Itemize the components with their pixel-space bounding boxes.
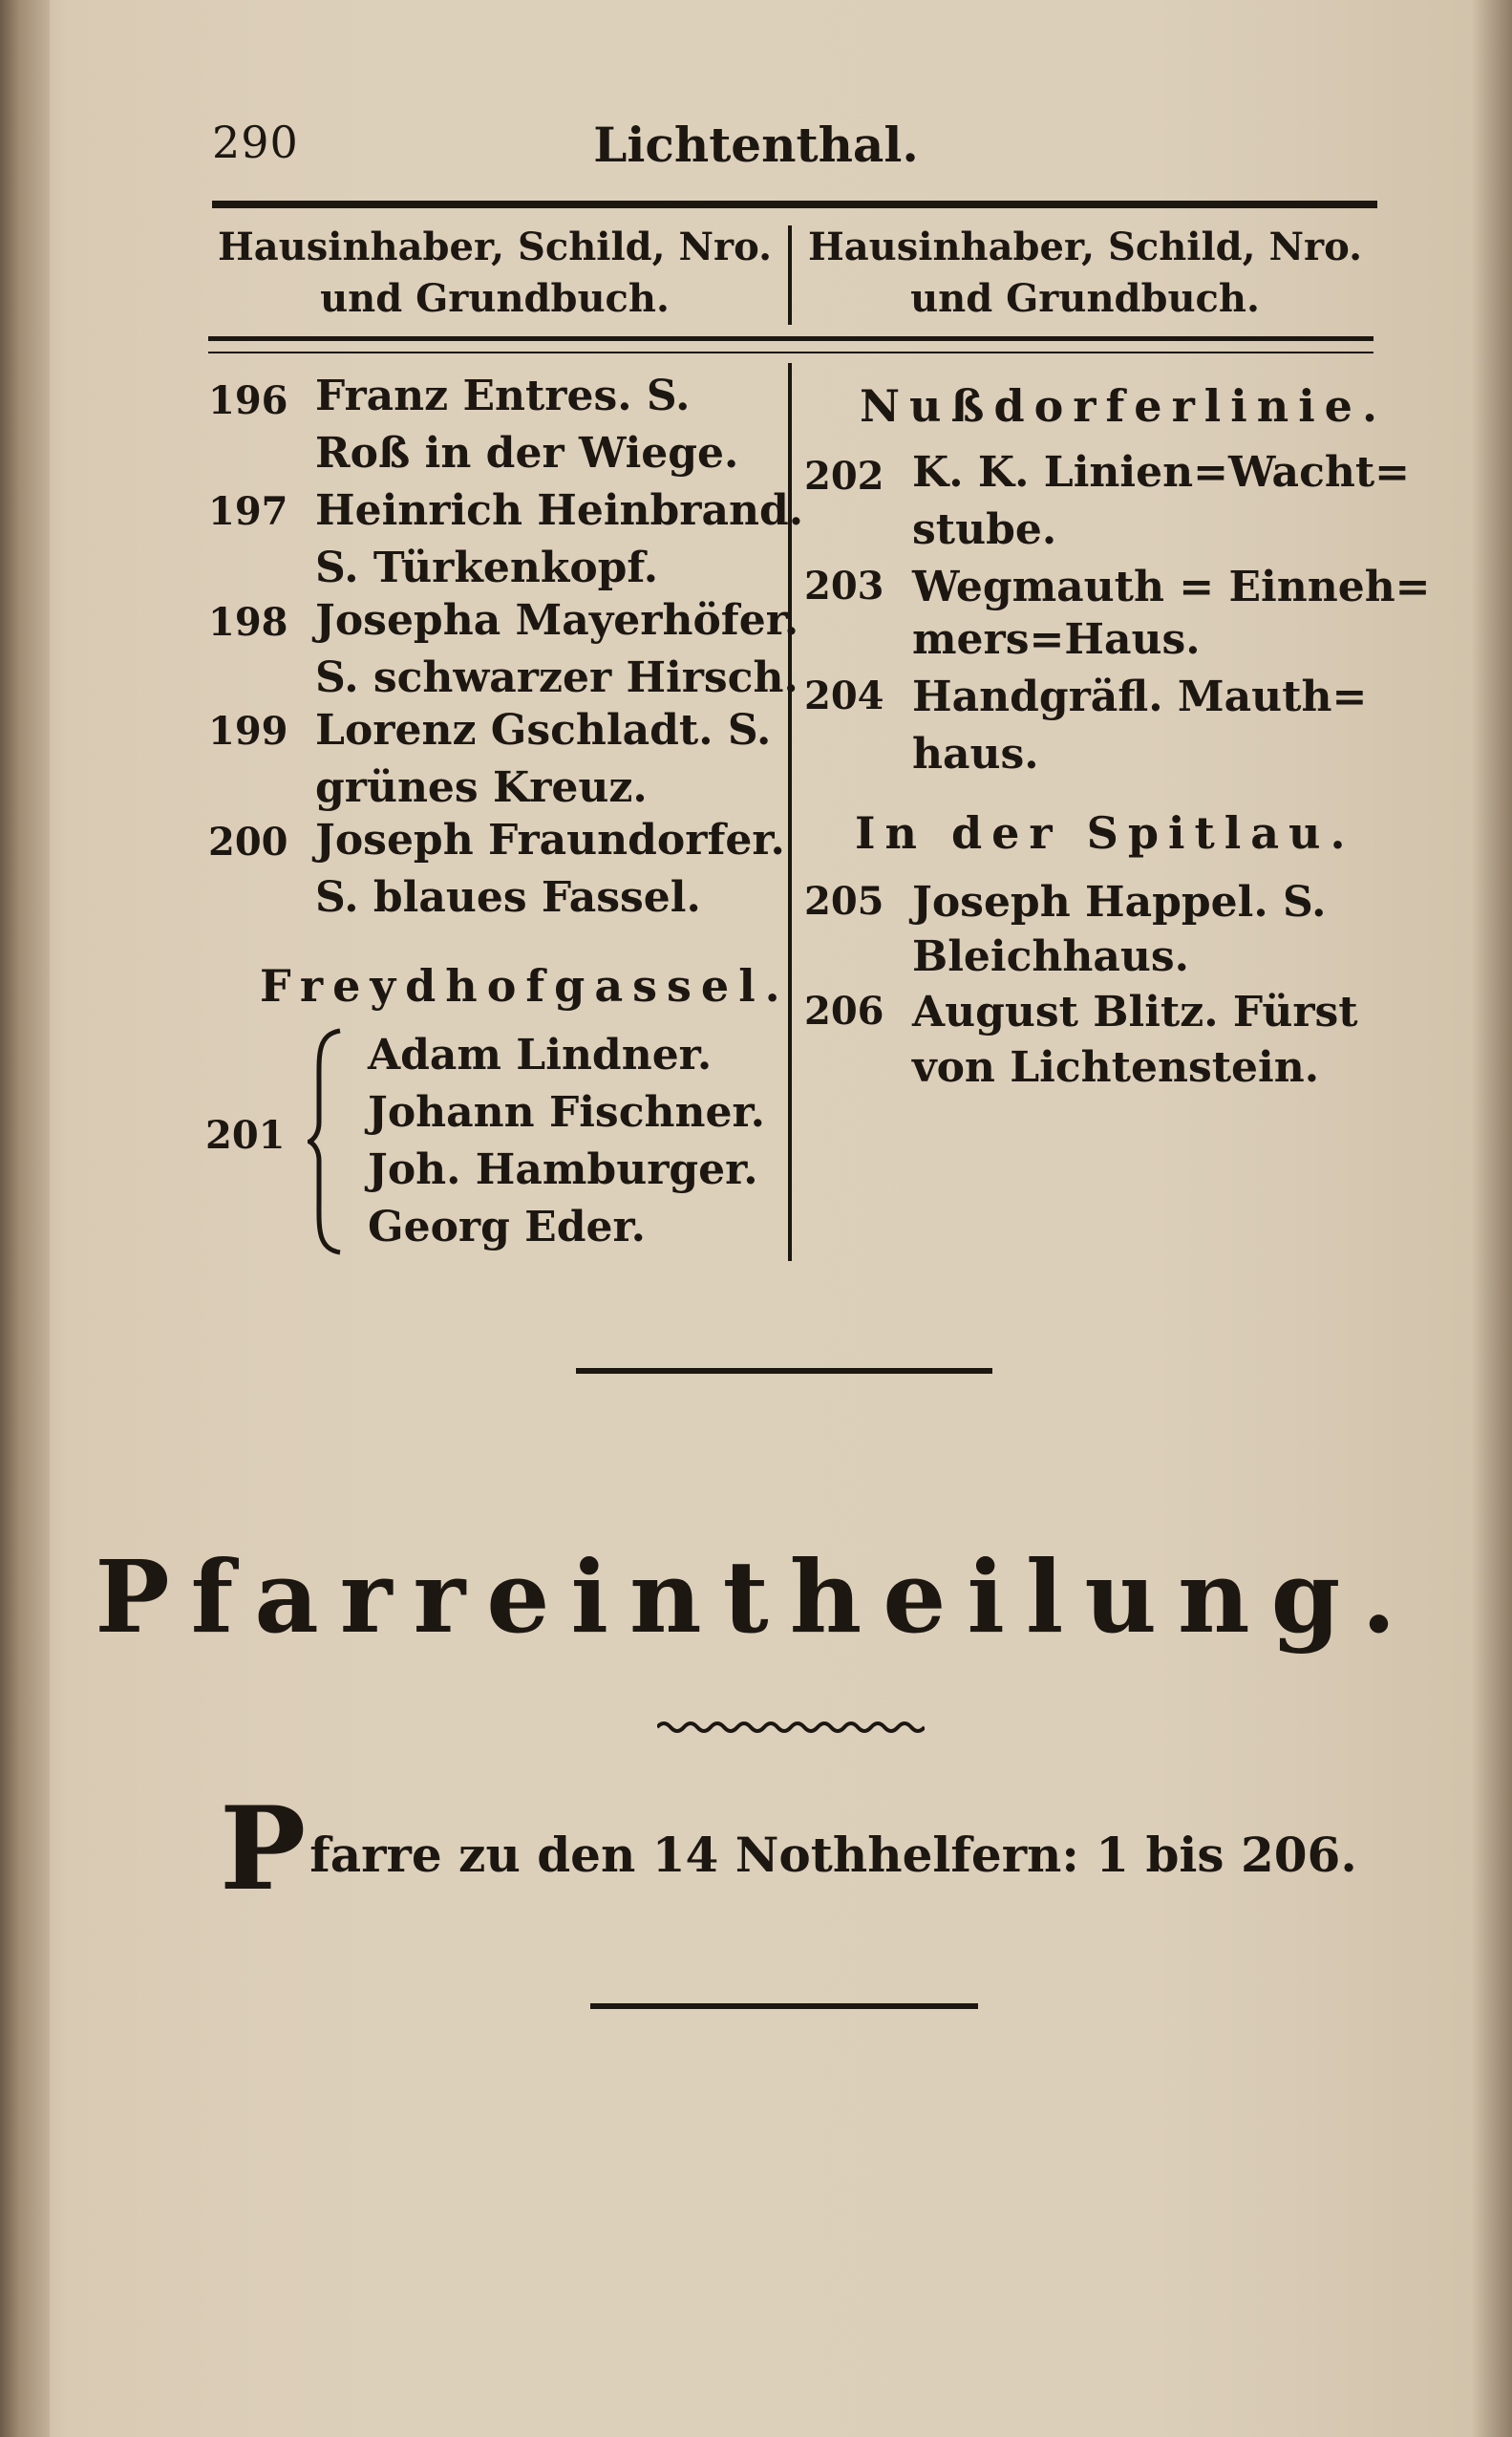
entry-line: K. K. Linien=Wacht= xyxy=(912,448,1411,497)
closing-rule xyxy=(590,2003,978,2009)
entry-number: 203 xyxy=(804,564,884,609)
page-section-title: Pfarreintheilung. xyxy=(95,1538,1417,1656)
entry-line: von Lichtenstein. xyxy=(912,1043,1320,1092)
column-head-rule-fine xyxy=(208,352,1374,353)
curly-brace-icon xyxy=(308,1027,344,1256)
entry-line: haus. xyxy=(912,730,1039,779)
entry-number: 199 xyxy=(208,709,288,754)
entry-line: Joseph Happel. S. xyxy=(912,878,1327,927)
entry-line: August Blitz. Fürst xyxy=(912,988,1358,1037)
running-title: Lichtenthal. xyxy=(593,117,919,173)
header-rule xyxy=(212,201,1377,208)
freydhof-name: Adam Lindner. xyxy=(368,1031,713,1080)
left-column-heading xyxy=(208,222,781,325)
entry-line: S. blaues Fassel. xyxy=(315,873,701,922)
right-heading-line1: Hausinhaber, Schild, Nro. xyxy=(807,224,1363,269)
drop-initial: P xyxy=(220,1782,307,1916)
entry-line: Joseph Fraundorfer. xyxy=(315,816,785,865)
parish-line xyxy=(220,1782,1357,1916)
entry-line: Josepha Mayerhöfer. xyxy=(315,596,799,645)
heading-column-divider xyxy=(788,225,792,325)
freydhof-number: 201 xyxy=(205,1113,286,1158)
entry-number: 197 xyxy=(208,489,288,534)
right-heading-line2: und Grundbuch. xyxy=(910,276,1260,321)
page-number: 290 xyxy=(212,117,299,168)
column-head-rule xyxy=(208,336,1374,341)
entry-line: S. schwarzer Hirsch. xyxy=(315,653,799,702)
freydhof-heading: Freydhofgassel. xyxy=(260,960,790,1012)
entry-number: 200 xyxy=(208,820,288,865)
page-gutter xyxy=(0,0,50,2437)
nussdorf-heading: Nußdorferlinie. xyxy=(860,380,1387,432)
entry-number: 204 xyxy=(804,673,884,718)
section-divider-rule xyxy=(576,1368,992,1374)
entry-line: Wegmauth = Einneh= xyxy=(912,563,1431,611)
entry-line: Heinrich Heinbrand. xyxy=(315,486,804,535)
entry-line: stube. xyxy=(912,505,1057,554)
freydhof-name: Johann Fischner. xyxy=(368,1088,765,1137)
entry-line: S. Türkenkopf. xyxy=(315,544,659,592)
entry-line: Roß in der Wiege. xyxy=(315,429,739,478)
parish-text: farre zu den 14 Nothhelfern: 1 bis 206. xyxy=(309,1827,1357,1883)
entry-line: Lorenz Gschladt. S. xyxy=(315,706,772,755)
left-heading-line1: Hausinhaber, Schild, Nro. xyxy=(217,224,773,269)
entry-number: 205 xyxy=(804,879,884,924)
entry-line: Franz Entres. S. xyxy=(315,372,691,420)
freydhof-name: Georg Eder. xyxy=(368,1203,646,1251)
entry-number: 198 xyxy=(208,600,288,645)
entry-line: mers=Haus. xyxy=(912,615,1201,664)
left-heading-line2: und Grundbuch. xyxy=(320,276,670,321)
entry-line: Bleichhaus. xyxy=(912,932,1189,981)
right-column-heading xyxy=(799,222,1372,325)
wavy-ornament-icon xyxy=(657,1720,925,1735)
entry-number: 206 xyxy=(804,989,884,1034)
spitlau-heading: In der Spitlau. xyxy=(855,807,1355,859)
entry-line: Handgräfl. Mauth= xyxy=(912,673,1368,721)
entry-number: 202 xyxy=(804,454,884,499)
entry-line: grünes Kreuz. xyxy=(315,763,648,812)
entry-number: 196 xyxy=(208,378,288,423)
freydhof-name: Joh. Hamburger. xyxy=(368,1145,758,1194)
